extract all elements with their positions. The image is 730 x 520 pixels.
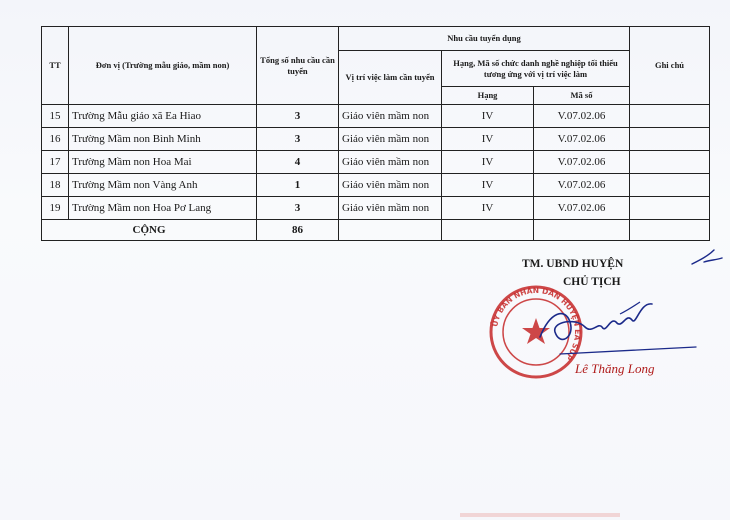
handwritten-signature (520, 292, 700, 362)
cell-count: 1 (257, 174, 339, 197)
header-code: Mã số (534, 87, 630, 105)
total-empty-cell (339, 220, 442, 241)
cell-rank: IV (442, 197, 534, 220)
header-position: Vị trí việc làm cần tuyển (339, 51, 442, 105)
cell-position: Giáo viên mầm non (339, 174, 442, 197)
ink-mark (690, 246, 724, 268)
cell-tt: 18 (42, 174, 69, 197)
table-row (42, 174, 710, 197)
total-empty-cell (534, 220, 630, 241)
recruitment-table (41, 26, 710, 241)
cell-note (630, 151, 710, 174)
cell-tt: 16 (42, 128, 69, 151)
cell-code: V.07.02.06 (534, 105, 630, 128)
table-row (42, 151, 710, 174)
cell-position: Giáo viên mầm non (339, 151, 442, 174)
cell-tt: 15 (42, 105, 69, 128)
signature-title: TM. UBND HUYỆN (522, 258, 624, 270)
cell-unit: Trường Mầm non Bình Minh (69, 128, 257, 151)
header-rank-code: Hạng, Mã số chức danh nghề nghiệp tối thiểu tương ứng với vị trí việc làm (442, 51, 630, 87)
total-row (42, 220, 710, 241)
cell-code: V.07.02.06 (534, 174, 630, 197)
cell-rank: IV (442, 174, 534, 197)
signature-role: CHỦ TỊCH (563, 276, 621, 288)
cell-code: V.07.02.06 (534, 151, 630, 174)
total-empty-cell (442, 220, 534, 241)
header-tt: TT (42, 27, 69, 105)
header-demand: Nhu cầu tuyển dụng (339, 27, 630, 51)
cell-unit: Trường Mầm non Vàng Anh (69, 174, 257, 197)
table-row (42, 105, 710, 128)
header-note: Ghi chú (630, 27, 710, 105)
total-empty-cell (630, 220, 710, 241)
header-total: Tổng số nhu cầu cần tuyển (257, 27, 339, 105)
stamp-edge-mark (460, 513, 620, 517)
cell-tt: 19 (42, 197, 69, 220)
cell-position: Giáo viên mầm non (339, 128, 442, 151)
cell-note (630, 197, 710, 220)
cell-count: 3 (257, 128, 339, 151)
svg-text:ỦY BAN NHÂN DÂN HUYỆN EA SÚP: ỦY BAN NHÂN DÂN HUYỆN EA SÚP (490, 285, 583, 362)
cell-note (630, 128, 710, 151)
cell-tt: 17 (42, 151, 69, 174)
cell-unit: Trường Mẫu giáo xã Ea Hiao (69, 105, 257, 128)
total-label: CỘNG (42, 220, 257, 241)
total-value: 86 (257, 220, 339, 241)
cell-unit: Trường Mầm non Hoa Pơ Lang (69, 197, 257, 220)
cell-count: 3 (257, 197, 339, 220)
table-row (42, 197, 710, 220)
header-rank: Hạng (442, 87, 534, 105)
cell-count: 3 (257, 105, 339, 128)
cell-note (630, 105, 710, 128)
signer-name: Lê Thăng Long (575, 361, 655, 376)
cell-position: Giáo viên mầm non (339, 105, 442, 128)
cell-rank: IV (442, 105, 534, 128)
cell-rank: IV (442, 151, 534, 174)
cell-code: V.07.02.06 (534, 128, 630, 151)
cell-count: 4 (257, 151, 339, 174)
signature-block (480, 256, 720, 396)
header-unit: Đơn vị (Trường mẫu giáo, mầm non) (69, 27, 257, 105)
cell-note (630, 174, 710, 197)
cell-position: Giáo viên mầm non (339, 197, 442, 220)
cell-code: V.07.02.06 (534, 197, 630, 220)
cell-rank: IV (442, 128, 534, 151)
table-row (42, 128, 710, 151)
cell-unit: Trường Mầm non Hoa Mai (69, 151, 257, 174)
